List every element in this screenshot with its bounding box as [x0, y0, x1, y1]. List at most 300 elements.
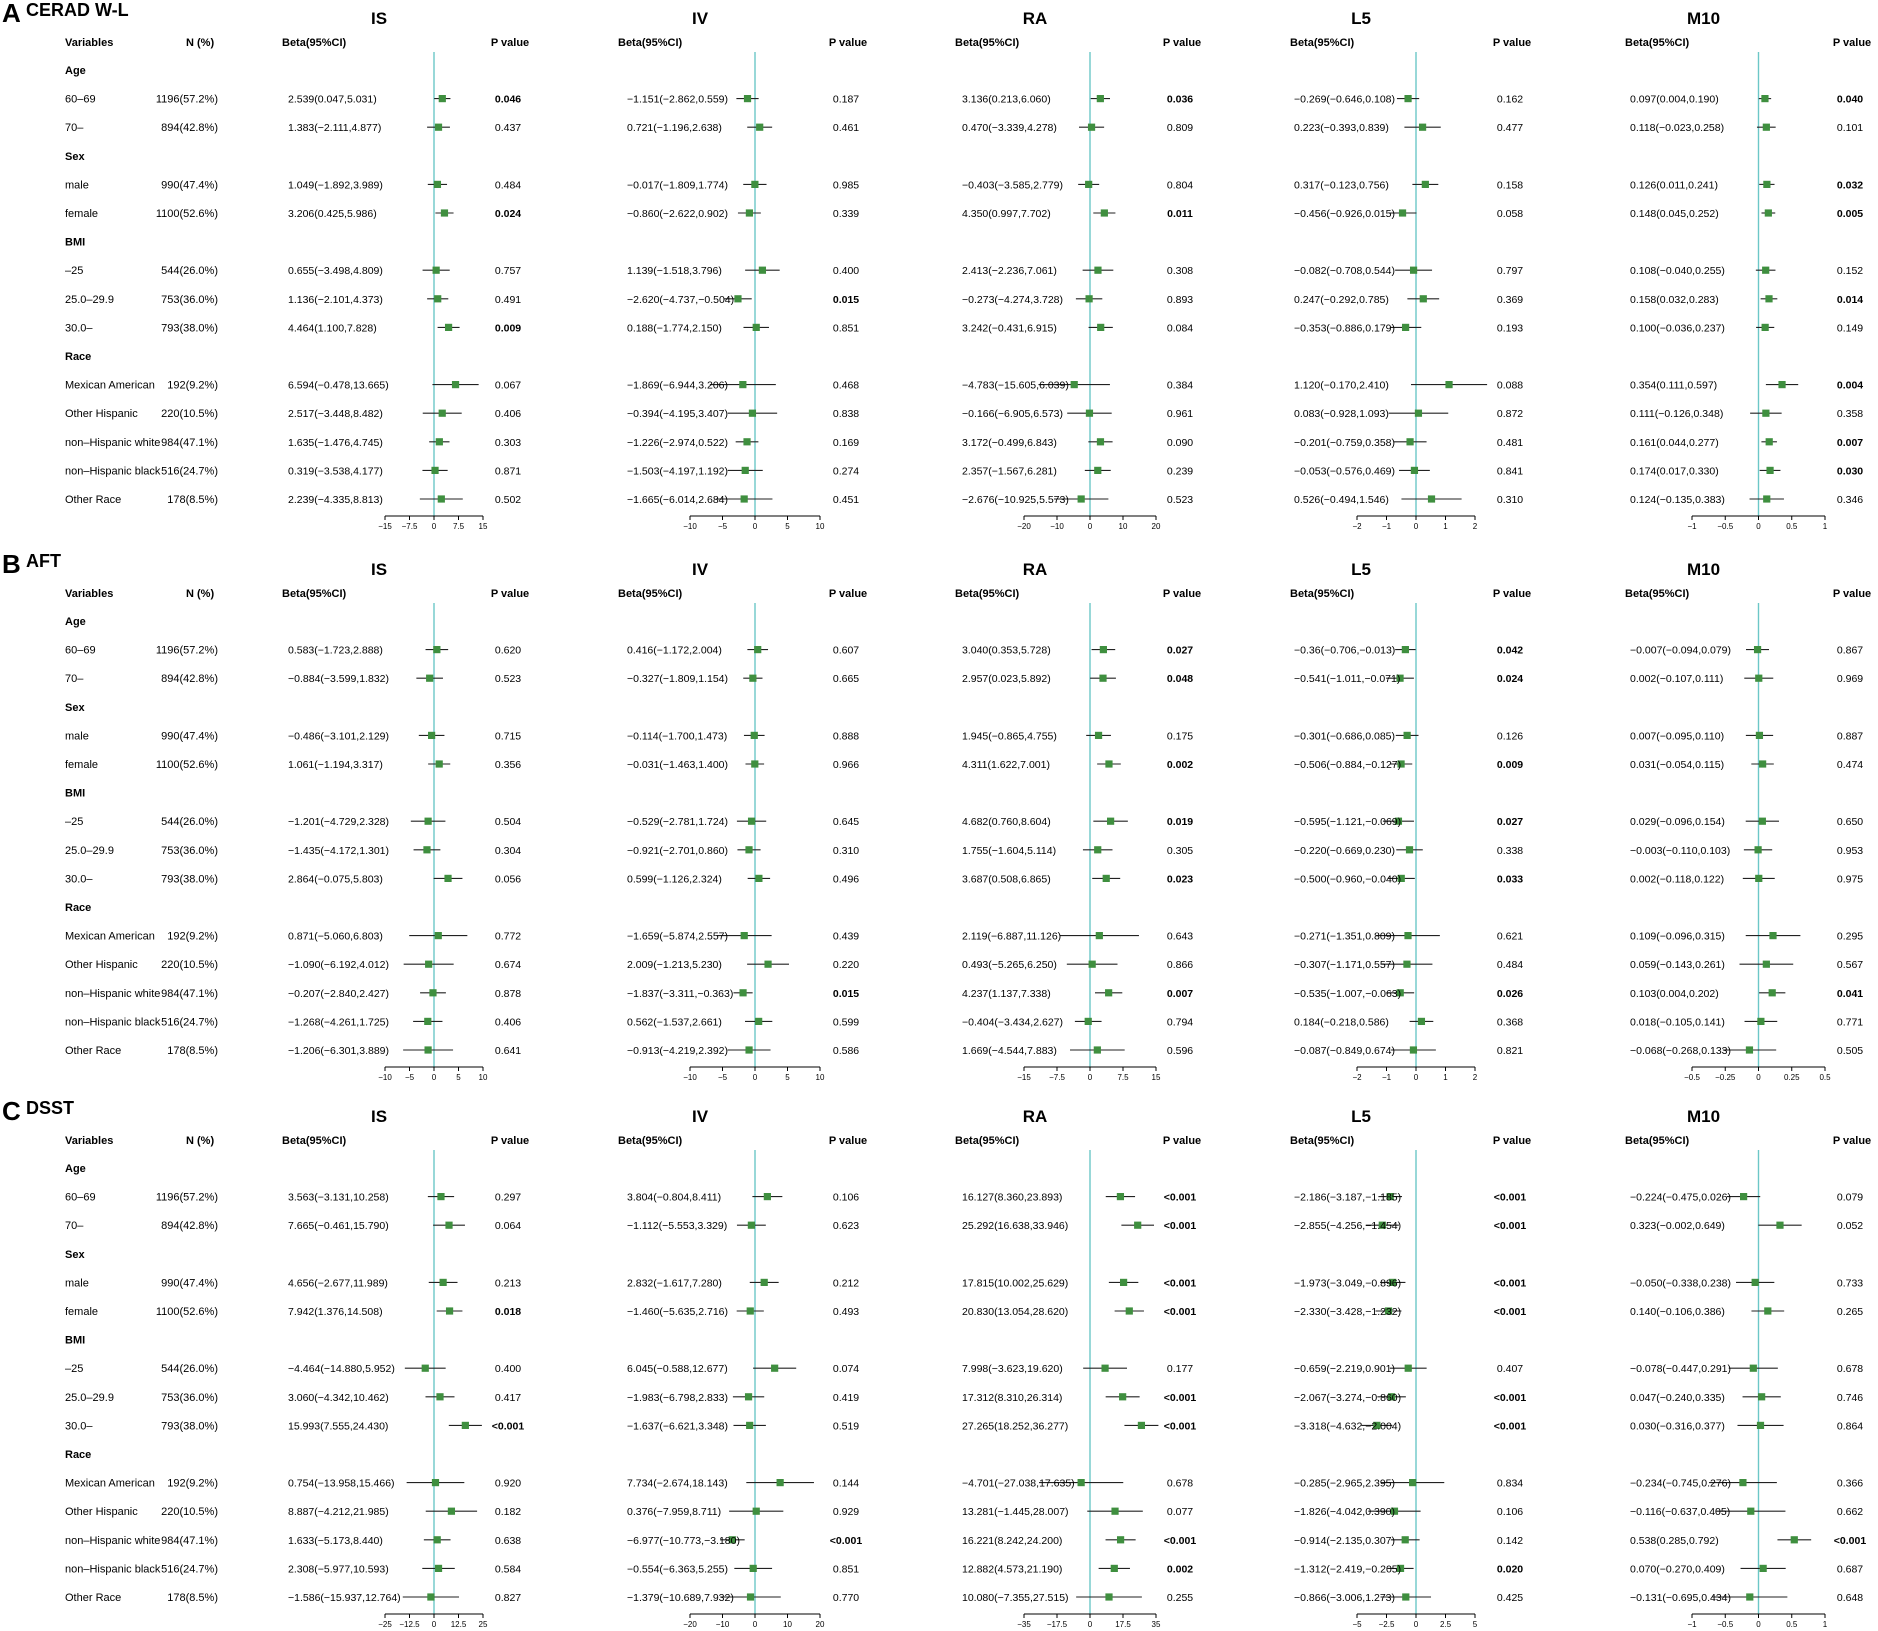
beta-ci-value: 7.734(−2.674,18.143) [627, 1477, 728, 1490]
x-tick-label: 10 [815, 522, 825, 531]
point-estimate [1759, 818, 1766, 825]
beta-ci-value: 1.136(−2.101,4.373) [288, 293, 383, 306]
panel-title: AFT [26, 551, 61, 571]
point-estimate [759, 267, 766, 274]
header-p: P value [828, 588, 868, 600]
x-tick-label: −17.5 [1046, 1620, 1068, 1629]
x-tick-label: 0 [1756, 1620, 1761, 1629]
p-value: 0.056 [494, 873, 522, 886]
beta-ci-value: −1.206(−6.301,3.889) [288, 1045, 390, 1057]
p-value: 0.002 [1166, 759, 1194, 771]
header-beta: Beta(95%CI) [1290, 37, 1355, 49]
point-estimate [432, 1479, 439, 1486]
beta-ci-value: 2.308(−5.977,10.593) [288, 1563, 389, 1576]
group-label: Sex [65, 1248, 85, 1261]
point-estimate [1419, 124, 1426, 131]
point-estimate [433, 267, 440, 274]
p-value: 0.175 [1166, 730, 1194, 743]
p-value: 0.841 [1496, 465, 1524, 478]
beta-ci-value: 0.599(−1.126,2.324) [627, 873, 722, 886]
point-estimate [1405, 1365, 1412, 1372]
point-estimate [1406, 846, 1413, 853]
p-value: 0.496 [832, 873, 860, 886]
row-n: 516(24.7%) [161, 1563, 218, 1576]
point-estimate [1750, 1365, 1757, 1372]
beta-ci-value: 0.247(−0.292,0.785) [1294, 293, 1389, 306]
point-estimate [751, 760, 758, 767]
p-value: 0.177 [1166, 1363, 1194, 1376]
beta-ci-value: −1.090(−6.192,4.012) [288, 959, 390, 972]
metric-title: M10 [1686, 9, 1721, 28]
p-value: <0.001 [491, 1420, 525, 1433]
point-estimate [1119, 1393, 1126, 1400]
beta-ci-value: −0.285(−2.965,2.395) [1294, 1477, 1396, 1490]
p-value: <0.001 [1493, 1220, 1527, 1233]
row-n: 516(24.7%) [161, 1016, 218, 1029]
beta-ci-value: 0.158(0.032,0.283) [1630, 293, 1719, 306]
point-estimate [425, 961, 432, 968]
metric-title: L5 [1351, 560, 1371, 579]
p-value: 0.407 [1496, 1363, 1524, 1376]
p-value: 0.715 [494, 730, 522, 743]
metric-title: IS [370, 1107, 388, 1126]
p-value: 0.009 [1496, 759, 1524, 771]
point-estimate [1094, 1046, 1101, 1053]
beta-ci-value: −0.860(−2.622,0.902) [627, 208, 729, 220]
point-estimate [444, 875, 451, 882]
point-estimate [764, 961, 771, 968]
point-estimate [748, 818, 755, 825]
header-n: N (%) [186, 1135, 215, 1147]
point-estimate [1094, 467, 1101, 474]
header-p: P value [1492, 1135, 1532, 1147]
beta-ci-value: 3.563(−3.131,10.258) [288, 1191, 389, 1204]
point-estimate [1763, 961, 1770, 968]
beta-ci-value: −2.676(−10.925,5.573) [962, 494, 1069, 506]
p-value: 0.425 [1496, 1592, 1524, 1604]
x-tick-label: −2 [1352, 522, 1362, 531]
header-beta: Beta(95%CI) [1625, 588, 1690, 600]
point-estimate [755, 875, 762, 882]
group-label: Sex [65, 701, 85, 714]
point-estimate [1757, 1018, 1764, 1025]
beta-ci-value: 0.416(−1.172,2.004) [627, 644, 722, 657]
beta-ci-value: −0.353(−0.886,0.179) [1294, 322, 1396, 335]
x-tick-label: 0 [1413, 522, 1419, 531]
x-tick-label: 20 [815, 1620, 825, 1629]
p-value: 0.400 [832, 265, 860, 278]
p-value: 0.040 [1836, 93, 1864, 106]
point-estimate [1769, 989, 1776, 996]
x-tick-label: 15 [478, 522, 488, 531]
row-label: Mexican American [65, 379, 155, 392]
p-value: 0.295 [1836, 930, 1864, 943]
p-value: <0.001 [1163, 1534, 1197, 1547]
row-label: 70– [65, 1220, 84, 1233]
x-tick-label: −15 [378, 522, 392, 531]
point-estimate [1422, 181, 1429, 188]
point-estimate [436, 1393, 443, 1400]
x-tick-label: −0.5 [1717, 522, 1734, 531]
x-tick-label: −25 [378, 1620, 392, 1629]
point-estimate [753, 1508, 760, 1515]
row-label: Mexican American [65, 1477, 155, 1490]
header-variables: Variables [65, 37, 114, 49]
point-estimate [1088, 124, 1095, 131]
p-value: 0.255 [1166, 1592, 1194, 1604]
beta-ci-value: 3.242(−0.431,6.915) [962, 322, 1057, 335]
p-value: 0.058 [1496, 208, 1524, 220]
row-n: 793(38.0%) [161, 322, 218, 335]
p-value: 0.149 [1836, 322, 1864, 335]
row-n: 753(36.0%) [161, 1391, 218, 1404]
point-estimate [435, 1565, 442, 1572]
row-n: 990(47.4%) [161, 179, 218, 192]
x-tick-label: 7.5 [1117, 1073, 1129, 1082]
header-p: P value [1832, 1135, 1872, 1147]
beta-ci-value: 0.108(−0.040,0.255) [1630, 265, 1725, 278]
p-value: 0.871 [494, 465, 522, 478]
beta-ci-value: 0.376(−7.959,8.711) [627, 1506, 722, 1519]
x-tick-label: 0 [1413, 1073, 1419, 1082]
beta-ci-value: −0.541(−1.011,−0.071) [1294, 673, 1401, 686]
p-value: 0.004 [1836, 379, 1864, 392]
point-estimate [1763, 124, 1770, 131]
beta-ci-value: −0.078(−0.447,0.291) [1630, 1363, 1732, 1376]
header-variables: Variables [65, 588, 114, 600]
beta-ci-value: −0.269(−0.646,0.108) [1294, 93, 1396, 106]
beta-ci-value: −0.486(−3.101,2.129) [288, 730, 390, 743]
x-tick-label: 0 [1756, 1073, 1761, 1082]
beta-ci-value: 0.754(−13.958,15.466) [288, 1477, 395, 1490]
p-value: 0.643 [1166, 930, 1194, 943]
beta-ci-value: 6.045(−0.588,12.677) [627, 1363, 728, 1376]
beta-ci-value: −0.003(−0.110,0.103) [1630, 844, 1731, 857]
row-label: male [65, 179, 89, 192]
p-value: 0.308 [1166, 265, 1194, 278]
row-label: 70– [65, 673, 84, 686]
beta-ci-value: 0.140(−0.106,0.386) [1630, 1306, 1725, 1318]
p-value: 0.641 [494, 1045, 522, 1057]
header-p: P value [490, 37, 530, 49]
beta-ci-value: −0.921(−2.701,0.860) [627, 844, 729, 857]
x-tick-label: 5 [785, 1073, 790, 1082]
beta-ci-value: 0.188(−1.774,2.150) [627, 322, 722, 335]
p-value: 0.481 [1496, 436, 1524, 449]
point-estimate [1086, 410, 1093, 417]
beta-ci-value: 17.312(8.310,26.314) [962, 1391, 1063, 1404]
beta-ci-value: 0.526(−0.494,1.546) [1294, 494, 1389, 506]
metric-title: RA [1022, 560, 1048, 579]
beta-ci-value: −0.914(−2.135,0.307) [1294, 1534, 1396, 1547]
beta-ci-value: −0.271(−1.351,0.809) [1294, 930, 1396, 943]
row-n: 220(10.5%) [161, 408, 218, 421]
beta-ci-value: −1.973(−3.049,−0.896) [1294, 1277, 1402, 1290]
x-tick-label: 1 [1822, 1620, 1828, 1629]
point-estimate [1411, 467, 1418, 474]
p-value: 0.502 [494, 494, 522, 506]
row-n: 753(36.0%) [161, 293, 218, 306]
beta-ci-value: 0.323(−0.002,0.649) [1630, 1220, 1725, 1233]
row-n: 793(38.0%) [161, 873, 218, 886]
x-tick-label: 35 [1151, 1620, 1161, 1629]
beta-ci-value: −3.318(−4.632,−2.004) [1294, 1420, 1402, 1433]
beta-ci-value: 3.687(0.508,6.865) [962, 873, 1051, 886]
header-p: P value [490, 1135, 530, 1147]
beta-ci-value: −0.087(−0.849,0.674) [1294, 1045, 1396, 1057]
p-value: 0.929 [832, 1506, 860, 1519]
row-n: 984(47.1%) [161, 987, 218, 1000]
x-tick-label: 0.5 [1786, 522, 1798, 531]
beta-ci-value: −0.207(−2.840,2.427) [288, 987, 390, 1000]
metric-title: M10 [1686, 560, 1721, 579]
x-tick-label: −7.5 [401, 522, 418, 531]
point-estimate [1791, 1536, 1798, 1543]
point-estimate [1409, 1479, 1416, 1486]
point-estimate [1107, 818, 1114, 825]
metric-title: IV [691, 9, 709, 28]
beta-ci-value: −0.327(−1.809,1.154) [627, 673, 729, 686]
beta-ci-value: −0.234(−0.745,0.276) [1630, 1477, 1732, 1490]
p-value: 0.484 [1496, 959, 1524, 972]
p-value: <0.001 [1493, 1277, 1527, 1290]
point-estimate [448, 1508, 455, 1515]
p-value: 0.733 [1836, 1277, 1864, 1290]
beta-ci-value: −0.554(−6.363,5.255) [627, 1563, 729, 1576]
p-value: 0.878 [494, 987, 522, 1000]
p-value: 0.687 [1836, 1563, 1864, 1576]
p-value: 0.027 [1166, 644, 1194, 657]
row-label: 30.0– [65, 322, 93, 335]
p-value: 0.084 [1166, 322, 1194, 335]
p-value: 0.048 [1166, 673, 1194, 686]
beta-ci-value: 3.804(−0.804,8.411) [627, 1191, 722, 1204]
point-estimate [440, 1279, 447, 1286]
beta-ci-value: 0.655(−3.498,4.809) [288, 265, 383, 278]
beta-ci-value: 12.882(4.573,21.190) [962, 1563, 1063, 1576]
beta-ci-value: −0.131(−0.695,0.434) [1630, 1592, 1732, 1604]
p-value: 0.834 [1496, 1477, 1524, 1490]
beta-ci-value: 1.633(−5.173,8.440) [288, 1534, 383, 1547]
beta-ci-value: −1.503(−4.197,1.192) [627, 465, 729, 478]
p-value: 0.678 [1836, 1363, 1864, 1376]
p-value: 0.346 [1836, 494, 1864, 506]
point-estimate [1105, 760, 1112, 767]
p-value: 0.797 [1496, 265, 1524, 278]
beta-ci-value: −0.017(−1.809,1.774) [627, 179, 729, 192]
x-tick-label: 0 [752, 1073, 758, 1082]
header-beta: Beta(95%CI) [955, 1135, 1020, 1147]
point-estimate [1757, 1422, 1764, 1429]
point-estimate [1105, 989, 1112, 996]
p-value: 0.368 [1496, 1016, 1524, 1029]
row-label: 30.0– [65, 1420, 93, 1433]
p-value: 0.366 [1836, 1477, 1864, 1490]
header-beta: Beta(95%CI) [955, 37, 1020, 49]
x-tick-label: 0 [1756, 522, 1761, 531]
group-label: BMI [65, 787, 86, 800]
point-estimate [1126, 1307, 1133, 1314]
beta-ci-value: −1.586(−15.937,12.764) [288, 1592, 401, 1604]
beta-ci-value: 4.656(−2.677,11.989) [288, 1277, 388, 1290]
header-p: P value [1492, 588, 1532, 600]
metric-title: IV [691, 1107, 709, 1126]
metric-title: M10 [1686, 1107, 1721, 1126]
p-value: 0.142 [1496, 1534, 1524, 1547]
x-tick-label: 0 [1087, 1073, 1093, 1082]
beta-ci-value: −1.460(−5.635,2.716) [627, 1306, 729, 1318]
header-p: P value [828, 1135, 868, 1147]
row-label: –25 [65, 816, 84, 829]
point-estimate [751, 732, 758, 739]
beta-ci-value: −4.464(−14.880,5.952) [288, 1363, 395, 1376]
point-estimate [1747, 1508, 1754, 1515]
point-estimate [1761, 95, 1768, 102]
p-value: 0.027 [1496, 816, 1524, 829]
x-tick-label: 20 [1151, 522, 1161, 531]
beta-ci-value: 0.174(0.017,0.330) [1630, 465, 1719, 478]
point-estimate [435, 124, 442, 131]
x-tick-label: 0.25 [1783, 1073, 1800, 1082]
p-value: <0.001 [1163, 1420, 1197, 1433]
x-tick-label: −35 [1017, 1620, 1031, 1629]
p-value: 0.144 [832, 1477, 860, 1490]
p-value: 0.474 [1836, 759, 1864, 771]
metric-title: IS [370, 9, 388, 28]
row-n: 1100(52.6%) [155, 759, 218, 771]
point-estimate [441, 209, 448, 216]
point-estimate [1746, 1046, 1753, 1053]
beta-ci-value: 0.118(−0.023,0.258) [1630, 122, 1725, 135]
beta-ci-value: 2.832(−1.617,7.280) [627, 1277, 722, 1290]
point-estimate [1766, 467, 1773, 474]
point-estimate [1762, 267, 1769, 274]
beta-ci-value: −1.665(−6.014,2.684) [627, 494, 729, 506]
p-value: 0.757 [494, 265, 522, 278]
beta-ci-value: 2.864(−0.075,5.803) [288, 873, 383, 886]
beta-ci-value: 1.120(−0.170,2.410) [1294, 379, 1389, 392]
x-tick-label: −5 [717, 1073, 728, 1082]
beta-ci-value: −1.312(−2.419,−0.205) [1294, 1563, 1402, 1576]
beta-ci-value: 0.047(−0.240,0.335) [1630, 1391, 1725, 1404]
row-label: male [65, 1277, 89, 1290]
point-estimate [1404, 95, 1411, 102]
x-tick-label: −5 [1352, 1620, 1362, 1629]
beta-ci-value: −0.456(−0.926,0.015) [1294, 208, 1396, 220]
p-value: 0.872 [1496, 408, 1524, 421]
beta-ci-value: −0.053(−0.576,0.469) [1294, 465, 1396, 478]
p-value: 0.596 [1166, 1045, 1194, 1057]
p-value: 0.674 [494, 959, 522, 972]
beta-ci-value: 2.957(0.023,5.892) [962, 673, 1051, 686]
beta-ci-value: −0.307(−1.171,0.557) [1294, 959, 1396, 972]
p-value: 0.623 [832, 1220, 860, 1233]
point-estimate [1766, 438, 1773, 445]
beta-ci-value: 4.682(0.760,8.604) [962, 816, 1051, 829]
p-value: 0.036 [1166, 93, 1194, 106]
group-label: Age [65, 65, 86, 77]
beta-ci-value: 1.139(−1.518,3.796) [627, 265, 722, 278]
x-tick-label: −1 [1381, 522, 1392, 531]
beta-ci-value: 3.172(−0.499,6.843) [962, 436, 1057, 449]
point-estimate [1752, 1279, 1759, 1286]
point-estimate [764, 1193, 771, 1200]
x-tick-label: −10 [683, 522, 697, 531]
p-value: 0.338 [1496, 844, 1524, 857]
p-value: <0.001 [1163, 1391, 1197, 1404]
point-estimate [745, 846, 752, 853]
x-tick-label: 25 [478, 1620, 488, 1629]
point-estimate [1404, 932, 1411, 939]
beta-ci-value: 2.009(−1.213,5.230) [627, 959, 722, 972]
x-tick-label: 10 [783, 1620, 792, 1629]
point-estimate [437, 1193, 444, 1200]
point-estimate [747, 1307, 754, 1314]
beta-ci-value: 0.083(−0.928,1.093) [1294, 408, 1389, 421]
header-beta: Beta(95%CI) [1625, 37, 1690, 49]
row-n: 984(47.1%) [161, 1534, 218, 1547]
p-value: 0.961 [1166, 408, 1194, 421]
point-estimate [462, 1422, 469, 1429]
panel-title: DSST [26, 1098, 75, 1118]
x-tick-label: 0 [752, 522, 758, 531]
p-value: 0.030 [1836, 465, 1864, 478]
point-estimate [427, 1593, 434, 1600]
x-tick-label: −2 [1352, 1073, 1362, 1082]
point-estimate [1399, 209, 1406, 216]
beta-ci-value: 0.103(0.004,0.202) [1630, 987, 1719, 1000]
p-value: 0.020 [1496, 1563, 1524, 1576]
row-label: 30.0– [65, 873, 93, 886]
point-estimate [753, 324, 760, 331]
p-value: 0.007 [1166, 987, 1194, 1000]
beta-ci-value: −0.36(−0.706,−0.013) [1294, 644, 1396, 657]
row-label: –25 [65, 1363, 84, 1376]
point-estimate [1103, 875, 1110, 882]
beta-ci-value: −0.535(−1.007,−0.063) [1294, 987, 1402, 1000]
p-value: 0.213 [494, 1277, 522, 1290]
p-value: 0.417 [494, 1391, 522, 1404]
x-tick-label: 17.5 [1115, 1620, 1131, 1629]
point-estimate [1097, 324, 1104, 331]
header-p: P value [828, 37, 868, 49]
p-value: <0.001 [829, 1534, 863, 1547]
p-value: 0.018 [494, 1306, 522, 1318]
beta-ci-value: 13.281(−1.445,28.007) [962, 1506, 1069, 1519]
group-label: Race [65, 351, 92, 363]
x-tick-label: 5 [785, 522, 790, 531]
x-tick-label: 10 [478, 1073, 488, 1082]
point-estimate [1078, 1479, 1085, 1486]
p-value: <0.001 [1493, 1191, 1527, 1204]
x-tick-label: −10 [378, 1073, 392, 1082]
p-value: 0.505 [1836, 1045, 1864, 1057]
beta-ci-value: −0.050(−0.338,0.238) [1630, 1277, 1732, 1290]
x-tick-label: −10 [683, 1073, 697, 1082]
p-value: 0.809 [1166, 122, 1194, 135]
point-estimate [1763, 181, 1770, 188]
beta-ci-value: 15.993(7.555,24.430) [288, 1420, 389, 1433]
row-label: non–Hispanic white [65, 987, 161, 1000]
point-estimate [739, 381, 746, 388]
row-label: Mexican American [65, 930, 155, 943]
beta-ci-value: 27.265(18.252,36.277) [962, 1420, 1069, 1433]
point-estimate [761, 1279, 768, 1286]
x-tick-label: −20 [1017, 522, 1031, 531]
p-value: 0.887 [1836, 730, 1864, 743]
point-estimate [1776, 1222, 1783, 1229]
row-n: 192(9.2%) [167, 930, 218, 943]
